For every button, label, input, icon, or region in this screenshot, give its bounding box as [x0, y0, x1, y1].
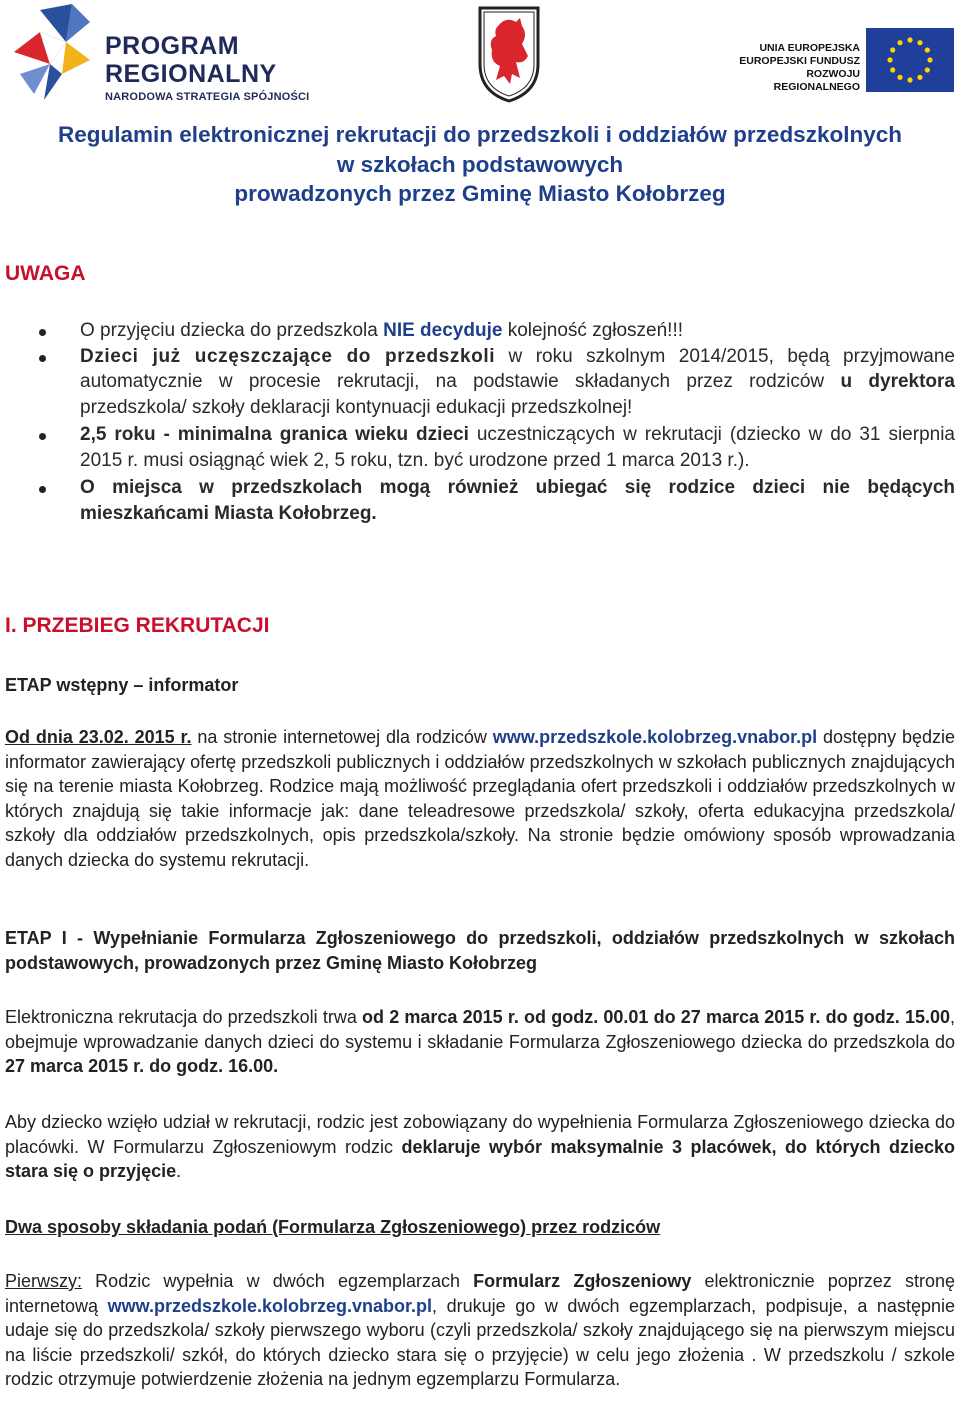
informator-date: Od dnia 23.02. 2015 r.: [5, 727, 192, 747]
list-item: [0, 344, 960, 421]
ways-heading: Dwa sposoby składania podań (Formularza Zgłoszeniowego) przez rodziców: [5, 1217, 661, 1237]
program-logo-line3: NARODOWA STRATEGIA SPÓJNOŚCI: [105, 91, 310, 103]
pierwszy-link[interactable]: www.przedszkole.kolobrzeg.vnabor.pl: [107, 1295, 433, 1316]
bullet1-text-b: NIE decyduje: [383, 320, 503, 341]
formularz-text-b: deklaruje wybór maksymalnie 3 placówek, do których dziecko stara się o przyjęcie: [5, 1136, 955, 1181]
etap-wstepny-heading: ETAP wstępny – informator: [5, 675, 239, 695]
bullet3-text-b: uczestniczących w rekrutacji (dziecko w do 31 sierpnia 2015 r. musi osiągnąć wiek 2, 5 roku, tzn. być urodzone przed 1 marca 2013 r.).: [80, 424, 955, 471]
eu-fund-text: [724, 42, 860, 94]
title-line2: w szkołach podstawowych: [336, 151, 624, 177]
section-heading: I. PRZEBIEG REKRUTACJI: [5, 614, 270, 637]
title-line3: prowadzonych przez Gminę Miasto Kołobrzeg: [234, 181, 726, 206]
document-title: [0, 120, 960, 209]
title-line1: Regulamin elektronicznej rekrutacji do przedszkoli i oddziałów przedszkolnych: [58, 122, 902, 147]
paragraph-formularz: [5, 1110, 955, 1184]
eu-line2: EUROPEJSKI FUNDUSZ: [739, 55, 860, 67]
bullet2-text-b: w roku szkolnym 2014/2015, będą przyjmowane automatycznie w procesie rekrutacji, na podstawie składanych przez rodziców: [80, 345, 955, 392]
pierwszy-text-b: Formularz Zgłoszeniowy: [473, 1271, 692, 1291]
paragraph-pierwszy: [5, 1269, 955, 1392]
rekrutacja-text-a: Elektroniczna rekrutacja do przedszkoli trwa: [5, 1007, 363, 1027]
rekrutacja-deadline: 27 marca 2015 r. do godz. 16.00.: [5, 1056, 279, 1076]
bullet4-text: O miejsca w przedszkolach mogą również ubiegać się rodzice dzieci nie będących mieszkańcami Miasta Kołobrzeg.: [80, 477, 955, 524]
informator-text-b: dostępny będzie informator zawierający ofertę przedszkoli publicznych i oddziałów przedszkolnych w szkołach publicznych znajdujących się na terenie miasta Kołobrzeg.: [5, 727, 955, 796]
warning-list: [0, 318, 960, 526]
bullet2-text-a: Dzieci już uczęszczające do przedszkoli: [80, 345, 496, 367]
bullet-icon: [39, 355, 46, 362]
bullet-icon: [39, 486, 46, 493]
warning-heading: UWAGA: [5, 262, 86, 285]
rekrutacja-dates: od 2 marca 2015 r. od godz. 00.01 do 27 marca 2015 r. do godz. 15.00: [362, 1007, 950, 1027]
rekrutacja-text-c: , obejmuje wprowadzanie danych dzieci do systemu i składanie Formularza Zgłoszeniowego dziecka do przedszkola do: [5, 1007, 955, 1052]
pierwszy-label: Pierwszy:: [5, 1271, 83, 1291]
bullet-icon: [39, 329, 46, 336]
list-item: [0, 318, 960, 344]
informator-link[interactable]: www.przedszkole.kolobrzeg.vnabor.pl: [492, 727, 818, 747]
bullet1-text-a: O przyjęciu dziecka do przedszkola: [80, 320, 384, 341]
eu-line1: UNIA EUROPEJSKA: [759, 42, 860, 54]
program-regionalny-logo: [10, 2, 310, 106]
pierwszy-text-d: , drukuje go w dwóch egzemplarzach, podpisuje, a następnie udaje się do przedszkola/ szkoły pierwszego wyboru (czyli przedszkola/ szkoły znajdującego się na pierwszym miejscu na liście przedszkoli/ szkół, do których dziecko stara się o przyjęcie) w celu jego złożenia . W przedszkolu / szkole rodzic otrzymuje potwierdzenie złożenia na jednym egzemplarzu Formularza.: [5, 1295, 955, 1389]
formularz-text-a: Aby dziecko wzięło udział w rekrutacji, rodzic jest zobowiązany do wypełnienia Formularza Zgłoszeniowego dziecka do placówki. W Formularzu Zgłoszeniowym rodzic: [5, 1112, 955, 1157]
bullet3-text-a: 2,5 roku - minimalna granica wieku dzieci: [80, 424, 469, 445]
program-logo-line1: PROGRAM: [105, 32, 240, 60]
pierwszy-text-c: elektronicznie poprzez stronę internetową: [5, 1271, 955, 1316]
program-logo-line2: REGIONALNY: [105, 60, 277, 88]
formularz-text-c: .: [176, 1161, 182, 1181]
bullet2-text-c: u dyrektora: [840, 371, 955, 392]
header-logos: [0, 0, 960, 110]
griffin-crest-icon: [476, 4, 542, 104]
list-item: [0, 475, 960, 526]
program-regionalny-star-icon: [10, 2, 94, 102]
bullet1-text-c: kolejność zgłoszeń!!!: [502, 320, 684, 341]
eu-flag-icon: [866, 28, 954, 92]
etap1-heading: ETAP I - Wypełnianie Formularza Zgłoszeniowego do przedszkoli, oddziałów przedszkolnych w szkołach podstawowych, prowadzonych przez Gminę Miasto Kołobrzeg: [5, 928, 955, 973]
bullet-icon: [39, 433, 46, 440]
informator-text-a: na stronie internetowej dla rodziców: [191, 727, 493, 747]
list-item: [0, 422, 960, 473]
pierwszy-text-a: Rodzic wypełnia w dwóch egzemplarzach: [82, 1271, 474, 1291]
informator-text-c: Rodzice mają możliwość przeglądania ofert przedszkoli i oddziałów przedszkolnych w których znajdują się takie informacje jak: dane teleadresowe przedszkola/ szkoły, oferta edukacyjna przedszkola/ szkoły dla oddziałów przedszkolnych, opis przedszkola/szkoły.: [5, 776, 955, 845]
paragraph-informator: [5, 725, 955, 872]
eu-line3: ROZWOJU REGIONALNEGO: [773, 68, 860, 93]
informator-text-d: Na stronie będzie omówiony sposób wprowadzania danych dziecka do systemu rekrutacji.: [5, 825, 955, 870]
bullet2-text-d: przedszkola/ szkoły deklaracji kontynuacji edukacji przedszkolnej!: [80, 396, 633, 418]
paragraph-rekrutacja: [5, 1005, 955, 1079]
